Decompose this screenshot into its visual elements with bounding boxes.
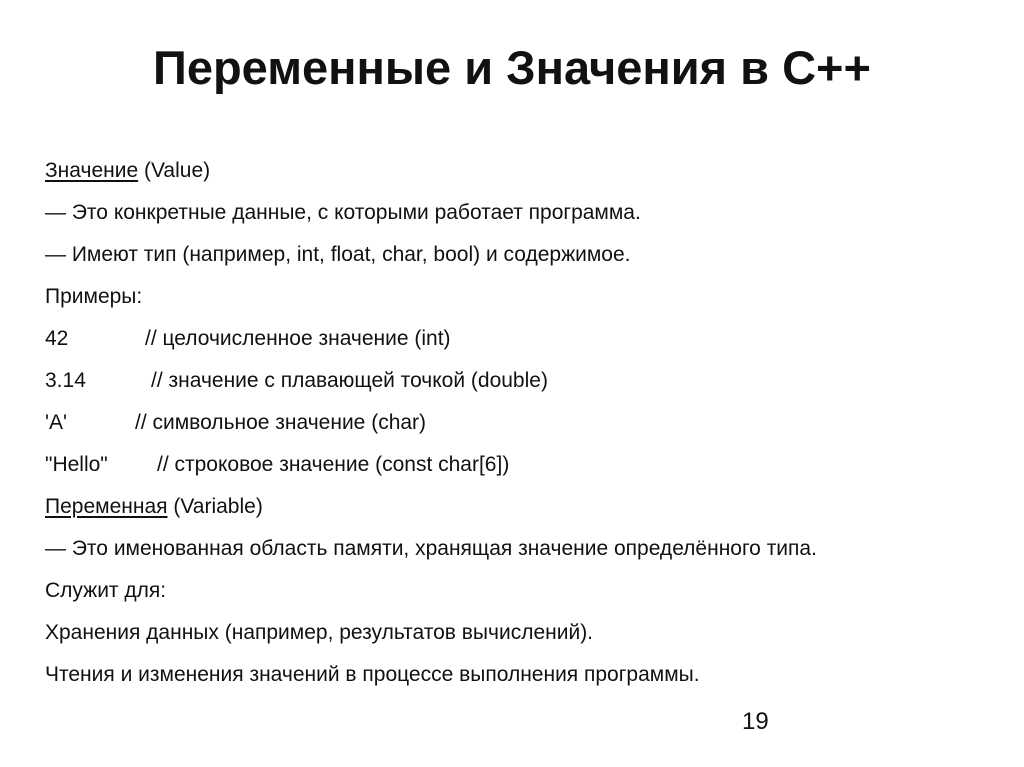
slide-body	[45, 150, 1005, 696]
example-row	[45, 402, 1005, 444]
variable-term: Переменная	[45, 495, 168, 518]
example-comment: // символьное значение (char)	[135, 411, 427, 434]
value-heading	[45, 150, 1005, 192]
value-definition-line-2: — Имеют тип (например, int, float, char, bool) и содержимое.	[45, 243, 631, 266]
value-term-suffix: (Value)	[138, 159, 211, 182]
value-term: Значение	[45, 159, 139, 182]
serves-label: Служит для:	[45, 579, 167, 602]
value-definition-line-1: — Это конкретные данные, с которыми работает программа.	[45, 201, 641, 224]
example-row	[45, 318, 1005, 360]
example-value: 'A'	[45, 411, 68, 434]
example-value: 3.14	[45, 369, 86, 392]
example-value: 42	[45, 327, 69, 350]
example-row	[45, 444, 1005, 486]
variable-term-suffix: (Variable)	[167, 495, 263, 518]
variable-definition-line: — Это именованная область памяти, хранящая значение определённого типа.	[45, 537, 817, 560]
variable-heading	[45, 486, 1005, 528]
example-comment: // значение с плавающей точкой (double)	[151, 369, 548, 392]
example-value: "Hello"	[45, 453, 108, 476]
page-number: 19	[742, 708, 769, 735]
examples-label: Примеры:	[45, 285, 143, 308]
example-comment: // целочисленное значение (int)	[145, 327, 451, 350]
slide-title: Переменные и Значения в C++	[153, 41, 871, 94]
variable-use-item: Чтения и изменения значений в процессе выполнения программы.	[45, 663, 700, 686]
example-row	[45, 360, 1005, 402]
example-comment: // строковое значение (const char[6])	[157, 453, 510, 476]
variable-use-item: Хранения данных (например, результатов вычислений).	[45, 621, 594, 644]
